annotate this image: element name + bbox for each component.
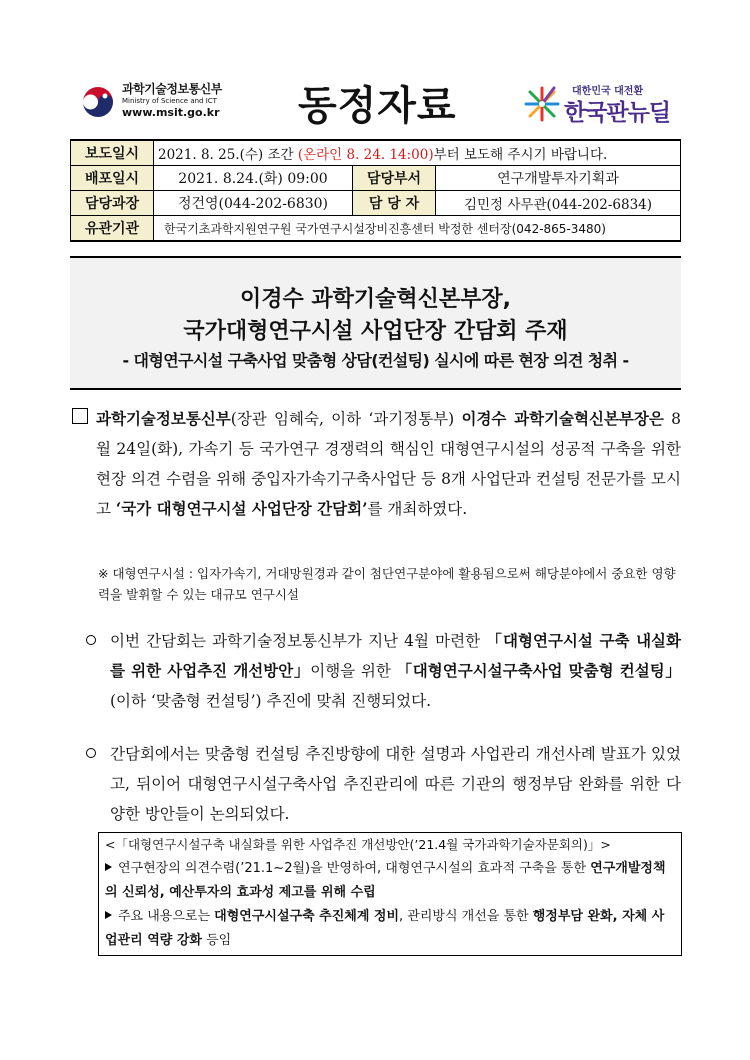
ri2-bold-2: 행정부담 완화, 자체 사업관리 역량 강화 bbox=[105, 909, 665, 948]
document-type-title: 동정자료 bbox=[298, 83, 457, 129]
staff-label: 담 당 자 bbox=[353, 191, 436, 216]
reference-item-2 bbox=[105, 905, 671, 953]
square-bullet-icon bbox=[72, 408, 88, 424]
newdeal-slogan: 대한민국 대전환 bbox=[572, 86, 644, 97]
ministry-url: www.msit.go.kr bbox=[122, 106, 220, 119]
ministry-logo-text bbox=[122, 82, 222, 119]
headline-subtitle: - 대형연구시설 구축사업 맞춤형 상담(컨설팅) 실시에 따른 현장 의견 청취 - bbox=[122, 351, 629, 370]
reference-box bbox=[98, 832, 682, 956]
related-value: 한국기초과학지원연구원 국가연구시설장비진흥센터 박정한 센터장(042-865-3480) bbox=[154, 216, 681, 242]
paragraph-2 bbox=[110, 626, 681, 716]
dept-label: 담당부서 bbox=[353, 166, 436, 191]
ri2-text-3: 등임 bbox=[201, 933, 232, 948]
manager-row bbox=[71, 191, 681, 216]
paragraph-3: 간담회에서는 맞춤형 컨설팅 추진방향에 대한 설명과 사업관리 개선사례 발표가 있었고, 뒤이어 대형연구시설구축사업 추진관리에 따른 기관의 행정부담 완화를 위한 다양한 방안들이 논의되었다. bbox=[110, 745, 681, 823]
ri1-text-1: 연구현장의 의견수렴(’21.1∼2월)을 반영하여, 대형연구시설의 효과적 구축을 통한 bbox=[118, 861, 591, 876]
colorful-star-icon bbox=[524, 86, 560, 122]
reference-item-1 bbox=[105, 857, 671, 905]
circle-bullet-icon bbox=[86, 748, 96, 758]
p2-bold-1: 「대형연구시설 구축 내실화를 위한 사업추진 개선방안」 bbox=[110, 631, 681, 680]
ri1-bold-1: 연구개발정책의 신뢰성, 예산투자의 효과성 제고를 위해 수립 bbox=[105, 861, 666, 900]
p2-bold-2: 「대형연구시설구축사업 맞춤형 컨설팅」 bbox=[396, 661, 681, 680]
ministry-logo bbox=[80, 82, 250, 124]
taegeuk-emblem-icon bbox=[80, 84, 116, 120]
release-online-time: (온라인 8. 24. 14:00) bbox=[297, 147, 434, 163]
ministry-name-en: Ministry of Science and ICT bbox=[122, 97, 217, 105]
newdeal-name: 한국판뉴딜 bbox=[564, 100, 671, 126]
release-value bbox=[154, 140, 681, 166]
ministry-name: 과학기술정보통신부 bbox=[122, 82, 222, 96]
footnote: ※ 대형연구시설 : 입자가속기, 거대망원경과 같이 첨단연구분야에 활용됨으로써 해당분야에서 중요한 영향력을 발휘할 수 있는 대규모 연구시설 bbox=[98, 566, 676, 602]
newdeal-logo bbox=[524, 80, 674, 130]
related-row bbox=[71, 216, 681, 242]
related-label: 유관기관 bbox=[71, 216, 154, 242]
triangle-bullet-icon bbox=[105, 911, 112, 919]
release-prefix: 2021. 8. 25.(수) 조간 bbox=[158, 147, 298, 163]
headline-line-2: 국가대형연구시설 사업단장 간담회 주재 bbox=[183, 319, 568, 344]
distribute-row bbox=[71, 166, 681, 191]
p1-text-2: 8월 24일(화), 가속기 등 국가연구 경쟁력의 핵심인 대형연구시설의 성공적 구축을 위한 현장 의견 수렴을 위해 중입자가속기구축사업단 등 8개 사업단과 컨설팅 전문가를 모시고 bbox=[96, 410, 681, 518]
circle-bullet-icon bbox=[86, 635, 96, 645]
p1-bold-3: ‘국가 대형연구시설 사업단장 간담회’ bbox=[115, 499, 368, 518]
p2-text-2: 이행을 위한 bbox=[310, 662, 397, 680]
release-label: 보도일시 bbox=[71, 140, 154, 166]
p1-bold-2: 이경수 과학기술혁신본부장은 bbox=[461, 409, 664, 428]
triangle-bullet-icon bbox=[105, 863, 112, 871]
p1-text-3: 를 개최하였다. bbox=[367, 500, 468, 518]
distribute-value: 2021. 8.24.(화) 09:00 bbox=[154, 166, 353, 191]
headline-box bbox=[70, 256, 681, 390]
p2-text-1: 이번 간담회는 과학기술정보통신부가 지난 4월 마련한 bbox=[110, 632, 487, 650]
p1-text-1: (장관 임혜숙, 이하 ‘과기정통부) bbox=[230, 410, 462, 428]
p1-bold-1: 과학기술정보통신부 bbox=[96, 409, 231, 428]
release-row bbox=[71, 140, 681, 166]
reference-box-title: <「대형연구시설구축 내실화를 위한 사업추진 개선방안(’21.4월 국가과학기술자문회의)」> bbox=[105, 837, 611, 852]
headline-line-1: 이경수 과학기술혁신본부장, bbox=[239, 287, 512, 312]
manager-value: 정건영(044-202-6830) bbox=[154, 191, 353, 216]
distribute-label: 배포일시 bbox=[71, 166, 154, 191]
ri2-text-1: 주요 내용으로는 bbox=[118, 909, 215, 924]
manager-label: 담당과장 bbox=[71, 191, 154, 216]
staff-value: 김민정 사무관(044-202-6834) bbox=[436, 191, 681, 216]
release-suffix: 부터 보도해 주시기 바랍니다. bbox=[433, 147, 608, 163]
ri2-bold-1: 대형연구시설구축 추진체계 정비 bbox=[214, 909, 400, 924]
ri2-text-2: , 관리방식 개선을 통한 bbox=[399, 909, 533, 924]
press-info-table bbox=[70, 139, 681, 242]
p2-text-3: (이하 ‘맞춤형 컨설팅’) 추진에 맞춰 진행되었다. bbox=[110, 692, 432, 710]
paragraph-1 bbox=[96, 404, 681, 524]
dept-value: 연구개발투자기획과 bbox=[436, 166, 681, 191]
